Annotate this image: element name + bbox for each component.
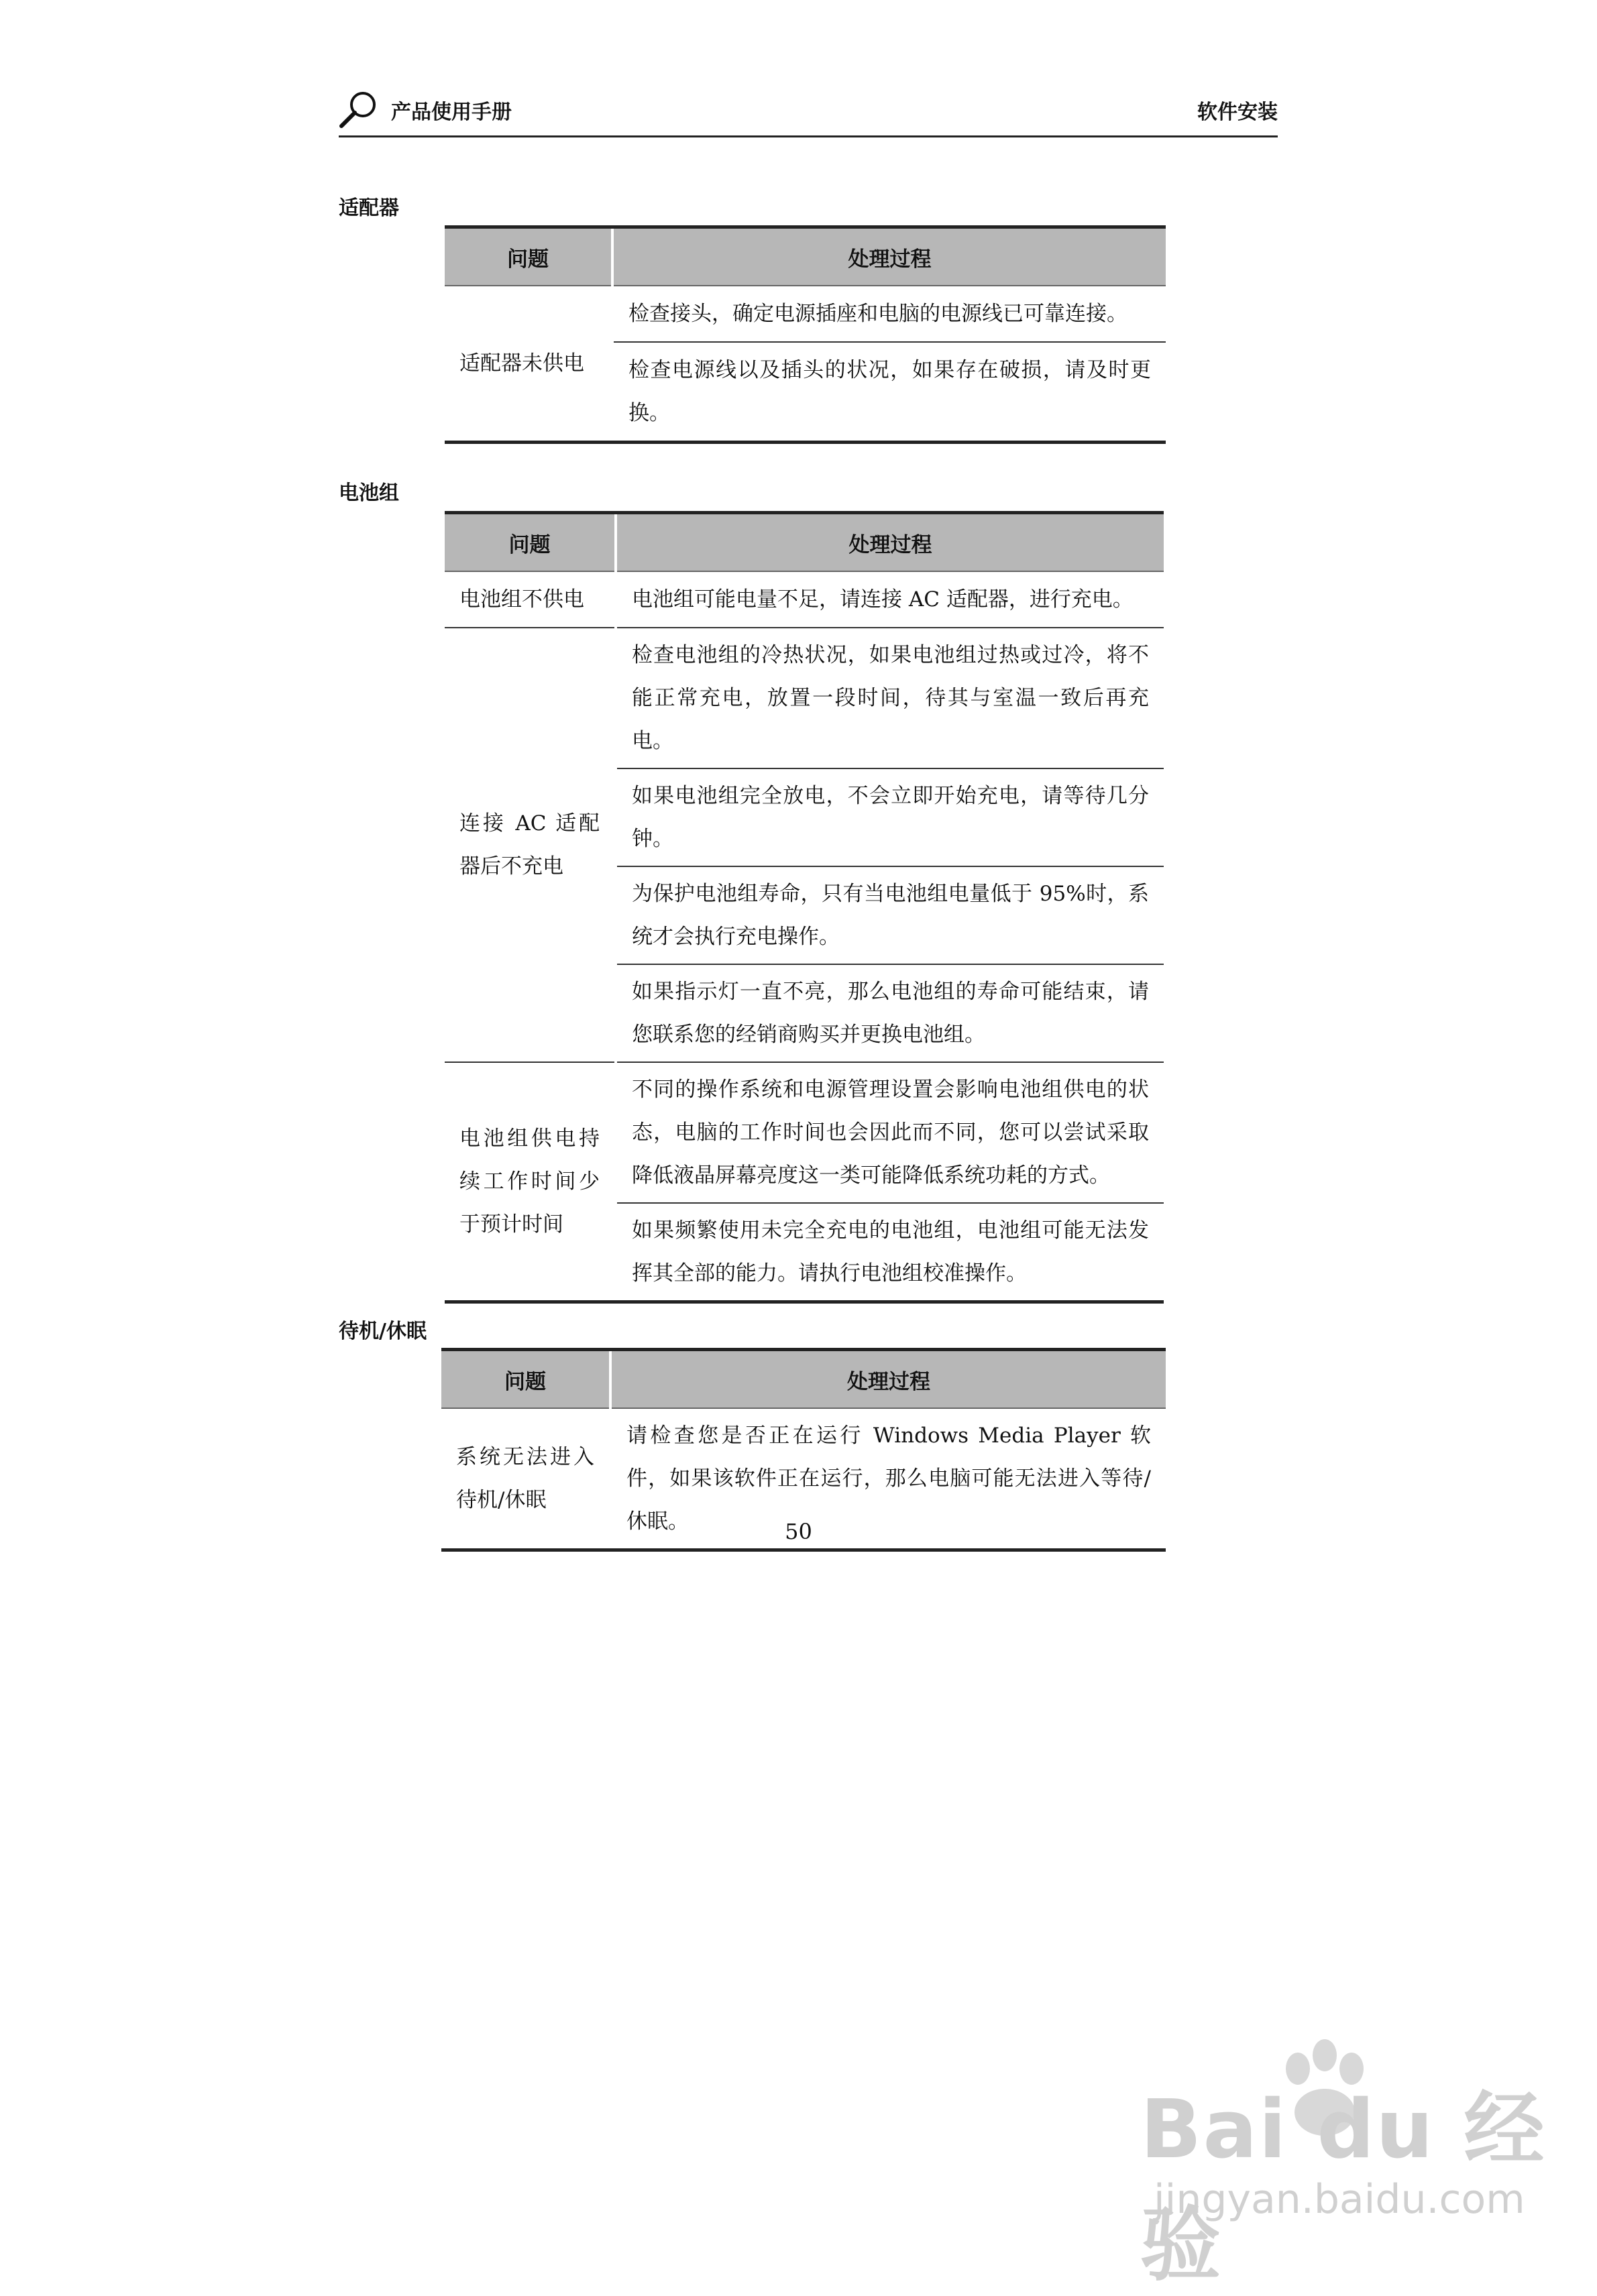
baidu-watermark — [1140, 2039, 1556, 2292]
column-header-solution: 处理过程 — [616, 513, 1164, 572]
manual-title: 产品使用手册 — [391, 101, 512, 124]
problem-cell: 系统无法进入待机/休眠 — [441, 1408, 610, 1550]
solution-cell: 请检查您是否正在运行 Windows Media Player 软件，如果该软件正在运行，那么电脑可能无法进入等待/休眠。 — [610, 1408, 1166, 1550]
solution-cell: 不同的操作系统和电源管理设置会影响电池组供电的状态，电脑的工作时间也会因此而不同，您可以尝试采取降低液晶屏幕亮度这一类可能降低系统功耗的方式。 — [616, 1062, 1164, 1203]
column-header-problem: 问题 — [445, 513, 616, 572]
solution-cell: 如果频繁使用未完全充电的电池组，电池组可能无法发挥其全部的能力。请执行电池组校准操作。 — [616, 1203, 1164, 1302]
solution-cell: 电池组可能电量不足，请连接 AC 适配器，进行充电。 — [616, 571, 1164, 628]
adapter-table — [445, 225, 1166, 444]
solution-cell: 检查电源线以及插头的状况，如果存在破损，请及时更换。 — [612, 342, 1166, 443]
chapter-title: 软件安装 — [1197, 101, 1278, 124]
magnifier-icon — [339, 90, 379, 129]
column-header-solution: 处理过程 — [612, 227, 1166, 286]
section-title-standby: 待机/休眠 — [339, 1320, 427, 1343]
page-header — [339, 87, 1278, 137]
problem-cell: 适配器未供电 — [445, 286, 612, 443]
solution-cell: 检查电池组的冷热状况，如果电池组过热或过冷，将不能正常充电，放置一段时间，待其与室温一致后再充电。 — [616, 628, 1164, 768]
page-number: 50 — [785, 1519, 812, 1544]
solution-cell: 如果指示灯一直不亮，那么电池组的寿命可能结束，请您联系您的经销商购买并更换电池组。 — [616, 964, 1164, 1062]
column-header-problem: 问题 — [445, 227, 612, 286]
watermark-brand: Bai du 经验 — [1140, 2083, 1546, 2292]
solution-cell: 为保护电池组寿命，只有当电池组电量低于 95%时，系统才会执行充电操作。 — [616, 866, 1164, 964]
solution-cell: 检查接头，确定电源插座和电脑的电源线已可靠连接。 — [612, 286, 1166, 342]
solution-cell: 如果电池组完全放电，不会立即开始充电，请等待几分钟。 — [616, 768, 1164, 866]
problem-cell: 电池组不供电 — [445, 571, 616, 628]
battery-table — [445, 511, 1164, 1304]
column-header-solution: 处理过程 — [610, 1350, 1166, 1409]
column-header-problem: 问题 — [441, 1350, 610, 1409]
section-title-battery: 电池组 — [339, 481, 399, 505]
problem-cell: 电池组供电持续工作时间少于预计时间 — [445, 1062, 616, 1302]
watermark-url: jingyan.baidu.com — [1154, 2176, 1525, 2223]
problem-cell: 连接 AC 适配器后不充电 — [445, 628, 616, 1062]
section-title-adapter: 适配器 — [339, 196, 399, 220]
